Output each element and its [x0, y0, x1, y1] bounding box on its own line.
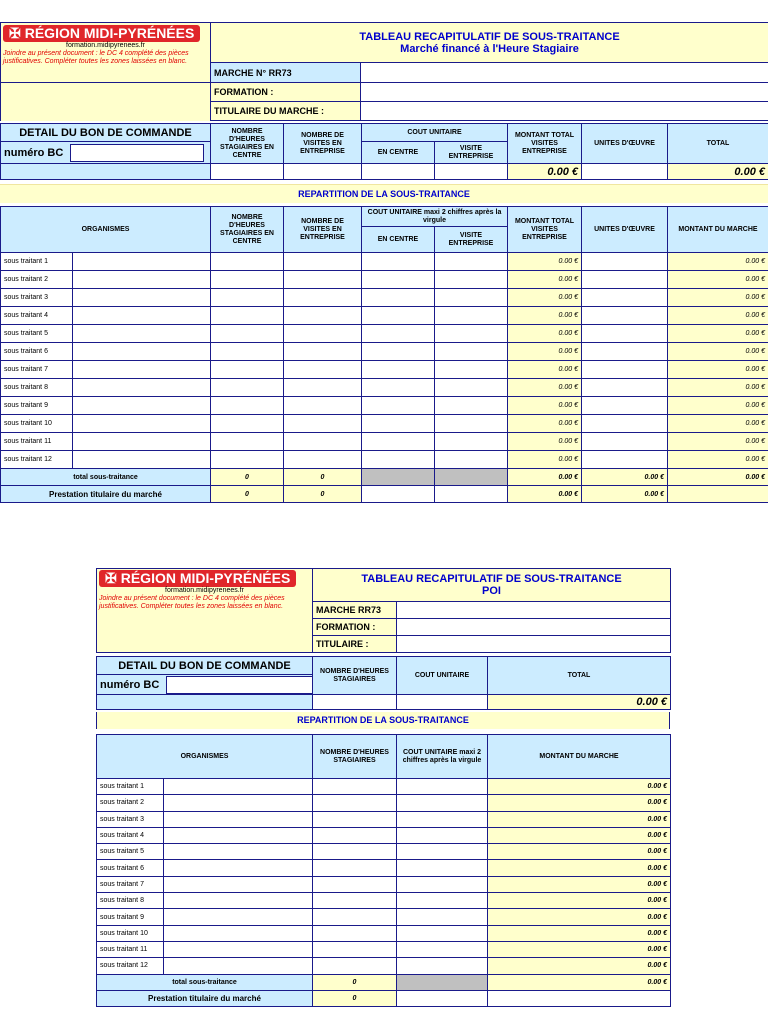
organisme-field[interactable] [73, 343, 211, 361]
total-label: total sous-traitance [97, 974, 313, 990]
sous-traitant-label: sous traitant 12 [1, 451, 73, 469]
heures-field[interactable] [211, 433, 284, 451]
heures-field[interactable] [313, 925, 397, 941]
montant-marche-value: 0.00 € [488, 909, 671, 925]
detail-cout-field[interactable] [397, 695, 488, 710]
cout-field[interactable] [397, 811, 488, 827]
col-en-centre: EN CENTRE [362, 142, 435, 164]
cout-field[interactable] [397, 827, 488, 843]
cout-centre-field[interactable] [362, 271, 435, 289]
unites-field[interactable] [582, 379, 668, 397]
heures-field[interactable] [313, 811, 397, 827]
montant-marche-value: 0.00 € [488, 844, 671, 860]
unites-field[interactable] [582, 307, 668, 325]
total-unites: 0.00 € [582, 469, 668, 486]
montant-marche-value: 0.00 € [488, 811, 671, 827]
col-visites: NOMBRE DE VISITES EN ENTREPRISE [284, 207, 362, 253]
form2-header [96, 568, 671, 653]
montant-visites-value: 0.00 € [508, 289, 582, 307]
montant-visites-value: 0.00 € [508, 433, 582, 451]
occitan-cross-icon: ✠ [9, 25, 21, 41]
montant-visites-value: 0.00 € [508, 307, 582, 325]
prestation-label: Prestation titulaire du marché [97, 990, 313, 1006]
form1-header-rows [0, 82, 768, 121]
col-montant-marche: MONTANT DU MARCHE [668, 207, 768, 253]
region-logo: ✠ RÉGION MIDI-PYRÉNÉES [99, 570, 296, 587]
table-row [97, 844, 671, 860]
montant-marche-value: 0.00 € [488, 941, 671, 957]
organisme-field[interactable] [164, 779, 313, 795]
cout-visite-field[interactable] [435, 271, 508, 289]
cout-field[interactable] [397, 893, 488, 909]
website-label: formation.midipyrenees.fr [66, 42, 145, 49]
col-montant-visites: MONTANT TOTAL VISITES ENTREPRISE [508, 124, 582, 164]
heures-field[interactable] [211, 253, 284, 271]
col-montant-marche: MONTANT DU MARCHE [488, 735, 671, 779]
detail-cout-visite-field[interactable] [435, 164, 508, 180]
montant-marche-value: 0.00 € [488, 925, 671, 941]
cout-visite-field[interactable] [435, 397, 508, 415]
organisme-field[interactable] [73, 433, 211, 451]
sous-traitant-label: sous traitant 11 [1, 433, 73, 451]
prestation-heures: 0 [211, 486, 284, 503]
cout-centre-field[interactable] [362, 253, 435, 271]
organisme-field[interactable] [164, 958, 313, 974]
organisme-field[interactable] [73, 361, 211, 379]
detail-cout-centre-field[interactable] [362, 164, 435, 180]
organisme-field[interactable] [73, 451, 211, 469]
sous-traitant-label: sous traitant 6 [1, 343, 73, 361]
prestation-heures: 0 [313, 990, 397, 1006]
organisme-field[interactable] [73, 397, 211, 415]
cout-centre-field[interactable] [362, 415, 435, 433]
total-label: total sous-traitance [1, 469, 211, 486]
cout-centre-field[interactable] [362, 343, 435, 361]
prestation-visites: 0 [284, 486, 362, 503]
unites-field[interactable] [582, 397, 668, 415]
cout-visite-field[interactable] [435, 379, 508, 397]
col-heures: NOMBRE D'HEURES STAGIAIRES [313, 735, 397, 779]
table-row [97, 941, 671, 957]
website-label: formation.midipyrenees.fr [165, 587, 244, 594]
visites-field[interactable] [284, 397, 362, 415]
numero-bc-field[interactable] [70, 144, 204, 162]
col-total: TOTAL [668, 124, 768, 164]
titulaire-field[interactable] [397, 636, 671, 653]
table-row [1, 451, 768, 469]
prestation-cout-centre-field[interactable] [362, 486, 435, 503]
heures-field[interactable] [313, 827, 397, 843]
col-visite-entreprise: VISITE ENTREPRISE [435, 227, 508, 253]
organisme-field[interactable] [73, 325, 211, 343]
montant-visites-value: 0.00 € [508, 361, 582, 379]
col-heures: NOMBRE D'HEURES STAGIAIRES EN CENTRE [211, 207, 284, 253]
numero-bc-field[interactable] [166, 676, 312, 694]
sous-traitant-label: sous traitant 1 [1, 253, 73, 271]
cout-centre-field[interactable] [362, 325, 435, 343]
col-organismes: ORGANISMES [1, 207, 211, 253]
table-row [97, 958, 671, 974]
organisme-field[interactable] [164, 827, 313, 843]
montant-visites-value: 0.00 € [508, 451, 582, 469]
total-marche: 0.00 € [488, 974, 671, 990]
unites-field[interactable] [582, 289, 668, 307]
visites-field[interactable] [284, 325, 362, 343]
table-row [97, 795, 671, 811]
repartition-label: REPARTITION DE LA SOUS-TRAITANCE [0, 184, 768, 203]
organisme-field[interactable] [164, 795, 313, 811]
table-row [97, 925, 671, 941]
visites-field[interactable] [284, 361, 362, 379]
cout-field[interactable] [397, 795, 488, 811]
unites-field[interactable] [582, 451, 668, 469]
sous-traitant-label: sous traitant 6 [97, 860, 164, 876]
col-cout-unitaire: COUT UNITAIRE [362, 124, 508, 142]
visites-field[interactable] [284, 307, 362, 325]
sous-traitant-label: sous traitant 7 [1, 361, 73, 379]
total-visites: 0 [284, 469, 362, 486]
table-row [97, 779, 671, 795]
heures-field[interactable] [313, 860, 397, 876]
table-row [1, 415, 768, 433]
sous-traitant-label: sous traitant 3 [1, 289, 73, 307]
organisme-field[interactable] [73, 253, 211, 271]
detail-label: DETAIL DU BON DE COMMANDE [1, 124, 211, 142]
unites-field[interactable] [582, 271, 668, 289]
table-row [1, 379, 768, 397]
cout-field[interactable] [397, 958, 488, 974]
prestation-unites: 0.00 € [582, 486, 668, 503]
organisme-field[interactable] [164, 893, 313, 909]
cout-field[interactable] [397, 941, 488, 957]
montant-marche-value: 0.00 € [488, 827, 671, 843]
organisme-field[interactable] [73, 289, 211, 307]
col-montant-visites: MONTANT TOTAL VISITES ENTREPRISE [508, 207, 582, 253]
cout-visite-field[interactable] [435, 343, 508, 361]
prestation-label: Prestation titulaire du marché [1, 486, 211, 503]
montant-visites-value: 0.00 € [508, 415, 582, 433]
total-cout [397, 974, 488, 990]
heures-field[interactable] [313, 893, 397, 909]
spacer [97, 695, 313, 710]
table-row [97, 876, 671, 892]
spacer [1, 83, 211, 102]
montant-visites-value: 0.00 € [508, 253, 582, 271]
organisme-field[interactable] [164, 925, 313, 941]
detail-total-value: 0.00 € [488, 695, 671, 710]
heures-field[interactable] [313, 795, 397, 811]
cout-visite-field[interactable] [435, 433, 508, 451]
numero-bc-cell [97, 675, 313, 695]
col-heures: NOMBRE D'HEURES STAGIAIRES EN CENTRE [211, 124, 284, 164]
detail-visites-field[interactable] [284, 164, 362, 180]
visites-field[interactable] [284, 379, 362, 397]
visites-field[interactable] [284, 451, 362, 469]
organisme-field[interactable] [73, 307, 211, 325]
cout-field[interactable] [397, 779, 488, 795]
visites-field[interactable] [284, 253, 362, 271]
prestation-cout-field[interactable] [397, 990, 488, 1006]
heures-field[interactable] [313, 909, 397, 925]
organisme-field[interactable] [164, 941, 313, 957]
total-cout-visite [435, 469, 508, 486]
table-row [1, 361, 768, 379]
cout-visite-field[interactable] [435, 415, 508, 433]
total-cout-centre [362, 469, 435, 486]
sous-traitant-label: sous traitant 1 [97, 779, 164, 795]
cout-field[interactable] [397, 876, 488, 892]
montant-marche-value: 0.00 € [668, 271, 768, 289]
montant-marche-value: 0.00 € [668, 343, 768, 361]
unites-field[interactable] [582, 433, 668, 451]
montant-marche-value: 0.00 € [488, 893, 671, 909]
organisme-field[interactable] [73, 415, 211, 433]
instructions-note: Joindre au présent document : le DC 4 complété des pièces justificatives. Compléter toutes les zones laissées en blanc. [99, 595, 285, 610]
sous-traitant-label: sous traitant 5 [1, 325, 73, 343]
table-row [97, 909, 671, 925]
unites-field[interactable] [582, 253, 668, 271]
montant-marche-value: 0.00 € [488, 876, 671, 892]
form-recap-heure-stagiaire [0, 22, 768, 501]
heures-field[interactable] [211, 361, 284, 379]
col-total: TOTAL [488, 657, 671, 695]
organisme-field[interactable] [164, 860, 313, 876]
montant-visites-value: 0.00 € [508, 343, 582, 361]
col-heures: NOMBRE D'HEURES STAGIAIRES [313, 657, 397, 695]
form2-detail-table [96, 656, 671, 710]
montant-marche-value: 0.00 € [668, 307, 768, 325]
heures-field[interactable] [313, 941, 397, 957]
sous-traitant-label: sous traitant 8 [97, 893, 164, 909]
cout-centre-field[interactable] [362, 433, 435, 451]
cout-field[interactable] [397, 925, 488, 941]
heures-field[interactable] [211, 271, 284, 289]
visites-field[interactable] [284, 415, 362, 433]
heures-field[interactable] [313, 958, 397, 974]
form1-header [0, 22, 768, 83]
cout-field[interactable] [397, 909, 488, 925]
titulaire-field[interactable] [361, 102, 768, 121]
heures-field[interactable] [313, 876, 397, 892]
spacer [1, 102, 211, 121]
detail-montant-value: 0.00 € [508, 164, 582, 180]
numero-bc-cell [1, 142, 211, 164]
sous-traitant-label: sous traitant 3 [97, 811, 164, 827]
unites-field[interactable] [582, 361, 668, 379]
heures-field[interactable] [211, 397, 284, 415]
cout-visite-field[interactable] [435, 361, 508, 379]
col-unites: UNITES D'ŒUVRE [582, 124, 668, 164]
titulaire-label: TITULAIRE DU MARCHE : [211, 102, 361, 121]
unites-field[interactable] [582, 415, 668, 433]
montant-marche-value: 0.00 € [488, 860, 671, 876]
table-row [97, 827, 671, 843]
montant-marche-value: 0.00 € [668, 325, 768, 343]
total-marche: 0.00 € [668, 469, 768, 486]
organisme-field[interactable] [164, 909, 313, 925]
col-cout-unitaire-maxi: COUT UNITAIRE maxi 2 chiffres après la virgule [362, 207, 508, 227]
montant-marche-value: 0.00 € [488, 795, 671, 811]
organisme-field[interactable] [73, 379, 211, 397]
form1-detail-table [0, 123, 768, 180]
form1-logo-cell [1, 23, 211, 83]
montant-visites-value: 0.00 € [508, 271, 582, 289]
montant-marche-value: 0.00 € [488, 779, 671, 795]
prestation-marche-field[interactable] [488, 990, 671, 1006]
heures-field[interactable] [211, 325, 284, 343]
organisme-field[interactable] [73, 271, 211, 289]
table-row [97, 893, 671, 909]
table-row [97, 860, 671, 876]
col-cout-unitaire: COUT UNITAIRE [397, 657, 488, 695]
table-row [1, 307, 768, 325]
instructions-note: Joindre au présent document : le DC 4 complété des pièces justificatives. Compléter toutes les zones laissées en blanc. [3, 50, 189, 65]
montant-visites-value: 0.00 € [508, 325, 582, 343]
cout-centre-field[interactable] [362, 289, 435, 307]
spacer [1, 164, 211, 180]
montant-marche-value: 0.00 € [488, 958, 671, 974]
heures-field[interactable] [313, 844, 397, 860]
sous-traitant-label: sous traitant 10 [1, 415, 73, 433]
sous-traitant-label: sous traitant 2 [1, 271, 73, 289]
detail-unites-field[interactable] [582, 164, 668, 180]
montant-visites-value: 0.00 € [508, 379, 582, 397]
sous-traitant-label: sous traitant 12 [97, 958, 164, 974]
visites-field[interactable] [284, 343, 362, 361]
col-en-centre: EN CENTRE [362, 227, 435, 253]
prestation-montant: 0.00 € [508, 486, 582, 503]
total-montant: 0.00 € [508, 469, 582, 486]
col-organismes: ORGANISMES [97, 735, 313, 779]
cout-visite-field[interactable] [435, 289, 508, 307]
repartition-label: REPARTITION DE LA SOUS-TRAITANCE [96, 712, 670, 729]
heures-field[interactable] [211, 307, 284, 325]
col-visite-entreprise: VISITE ENTREPRISE [435, 142, 508, 164]
detail-heures-field[interactable] [211, 164, 284, 180]
cout-centre-field[interactable] [362, 397, 435, 415]
heures-field[interactable] [313, 779, 397, 795]
table-row [1, 253, 768, 271]
marche-label: MARCHE N° RR73 [211, 63, 361, 83]
col-unites: UNITES D'ŒUVRE [582, 207, 668, 253]
detail-total-value: 0.00 € [668, 164, 768, 180]
sous-traitant-label: sous traitant 2 [97, 795, 164, 811]
occitan-cross-icon: ✠ [105, 570, 117, 586]
montant-marche-value: 0.00 € [668, 289, 768, 307]
montant-marche-value: 0.00 € [668, 451, 768, 469]
table-row [1, 325, 768, 343]
unites-field[interactable] [582, 343, 668, 361]
form1-repartition-table [0, 206, 768, 503]
organisme-field[interactable] [164, 844, 313, 860]
total-heures: 0 [211, 469, 284, 486]
prestation-cout-visite-field[interactable] [435, 486, 508, 503]
col-cout-unitaire-maxi: COUT UNITAIRE maxi 2 chiffres après la virgule [397, 735, 488, 779]
prestation-marche [668, 486, 768, 503]
cout-visite-field[interactable] [435, 325, 508, 343]
heures-field[interactable] [211, 451, 284, 469]
montant-marche-value: 0.00 € [668, 433, 768, 451]
numero-bc-label: numéro BC [4, 146, 64, 159]
form2-repartition-table [96, 734, 671, 1007]
heures-field[interactable] [211, 289, 284, 307]
table-row [1, 289, 768, 307]
sous-traitant-label: sous traitant 8 [1, 379, 73, 397]
sous-traitant-label: sous traitant 4 [1, 307, 73, 325]
sous-traitant-label: sous traitant 11 [97, 941, 164, 957]
formation-field[interactable] [361, 83, 768, 102]
formation-label: FORMATION : [313, 619, 397, 636]
titulaire-label: TITULAIRE : [313, 636, 397, 653]
table-row [1, 271, 768, 289]
cout-visite-field[interactable] [435, 253, 508, 271]
marche-label: MARCHE RR73 [313, 602, 397, 619]
sous-traitant-label: sous traitant 9 [1, 397, 73, 415]
formation-label: FORMATION : [211, 83, 361, 102]
marche-field[interactable] [397, 602, 671, 619]
detail-heures-field[interactable] [313, 695, 397, 710]
unites-field[interactable] [582, 325, 668, 343]
montant-marche-value: 0.00 € [668, 361, 768, 379]
region-logo: ✠ RÉGION MIDI-PYRÉNÉES [3, 25, 200, 42]
total-heures: 0 [313, 974, 397, 990]
table-row [1, 397, 768, 415]
cout-centre-field[interactable] [362, 379, 435, 397]
form2-title: TABLEAU RECAPITULATIF DE SOUS-TRAITANCE POI [313, 569, 671, 602]
table-row [97, 811, 671, 827]
montant-marche-value: 0.00 € [668, 397, 768, 415]
sous-traitant-label: sous traitant 10 [97, 925, 164, 941]
cout-visite-field[interactable] [435, 307, 508, 325]
visites-field[interactable] [284, 433, 362, 451]
montant-marche-value: 0.00 € [668, 415, 768, 433]
cout-centre-field[interactable] [362, 307, 435, 325]
cout-visite-field[interactable] [435, 451, 508, 469]
col-visites: NOMBRE DE VISITES EN ENTREPRISE [284, 124, 362, 164]
sous-traitant-label: sous traitant 4 [97, 827, 164, 843]
form2-logo-cell [97, 569, 313, 653]
marche-field[interactable] [361, 63, 768, 83]
table-row [1, 433, 768, 451]
montant-visites-value: 0.00 € [508, 397, 582, 415]
cout-centre-field[interactable] [362, 361, 435, 379]
numero-bc-label: numéro BC [100, 678, 160, 691]
sous-traitant-label: sous traitant 7 [97, 876, 164, 892]
visites-field[interactable] [284, 271, 362, 289]
heures-field[interactable] [211, 343, 284, 361]
cout-field[interactable] [397, 860, 488, 876]
cout-centre-field[interactable] [362, 451, 435, 469]
formation-field[interactable] [397, 619, 671, 636]
montant-marche-value: 0.00 € [668, 253, 768, 271]
form1-title: TABLEAU RECAPITULATIF DE SOUS-TRAITANCE Marché financé à l'Heure Stagiaire [211, 23, 768, 63]
detail-label: DETAIL DU BON DE COMMANDE [97, 657, 313, 675]
form-recap-poi [96, 568, 670, 1003]
heures-field[interactable] [211, 415, 284, 433]
organisme-field[interactable] [164, 876, 313, 892]
cout-field[interactable] [397, 844, 488, 860]
table-row [1, 343, 768, 361]
visites-field[interactable] [284, 289, 362, 307]
sous-traitant-label: sous traitant 5 [97, 844, 164, 860]
heures-field[interactable] [211, 379, 284, 397]
sous-traitant-label: sous traitant 9 [97, 909, 164, 925]
organisme-field[interactable] [164, 811, 313, 827]
montant-marche-value: 0.00 € [668, 379, 768, 397]
